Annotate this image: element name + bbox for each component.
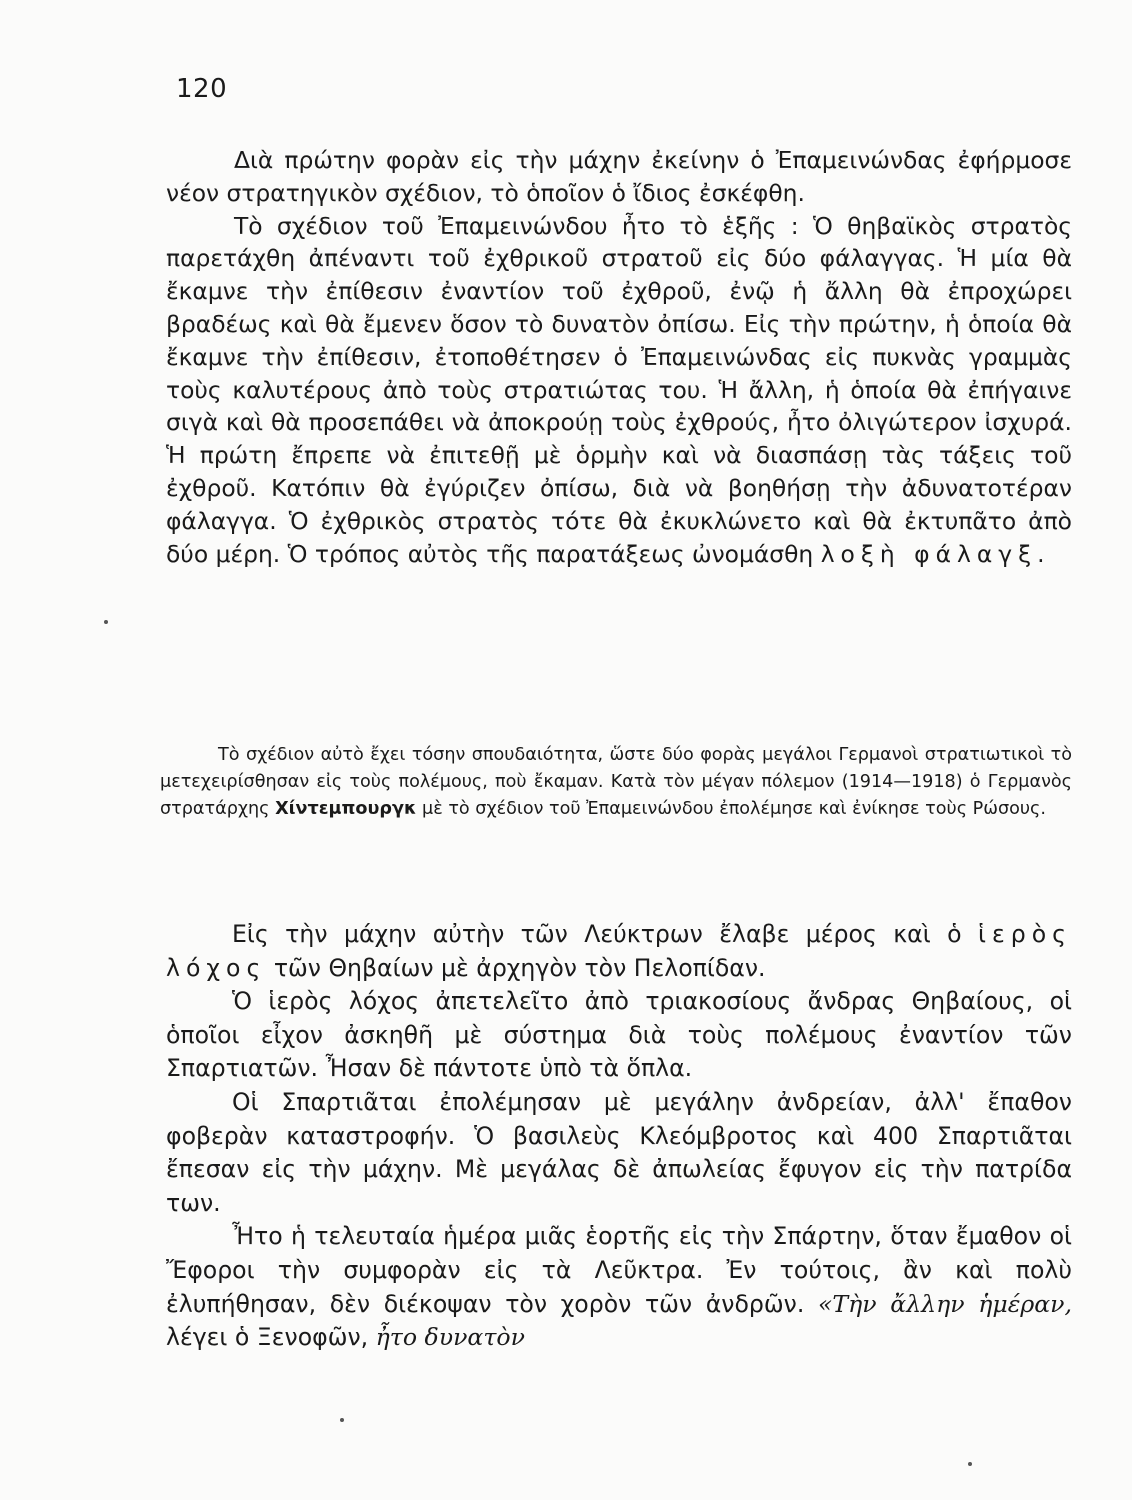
footnote-name-hindenburg: Χίντεμπουργκ — [275, 799, 417, 819]
paragraph-3-text-after: τῶν Θηβαίων μὲ ἀρχηγὸν τὸν Πελοπίδαν. — [273, 953, 766, 982]
paragraph-5: Οἱ Σπαρτιᾶται ἐπολέμησαν μὲ μεγάλην ἀνδρείαν, ἀλλ' ἔπαθον φοβερὰν καταστροφήν. Ὁ βασιλεὺς Κλεόμβροτος καὶ 400 Σπαρτιᾶται ἔπεσαν εἰς τὴν μάχην. Μὲ μεγάλας δὲ ἀπωλείας ἔφυγον εἰς τὴν πατρίδα των. — [166, 1087, 1072, 1217]
page-number: 120 — [176, 74, 228, 104]
scan-speck — [968, 1462, 972, 1466]
scan-speck — [104, 620, 108, 624]
quote-part-1: «Τὴν ἄλλην ἡμέραν, — [817, 1289, 1073, 1318]
footnote-text-after: μὲ τὸ σχέδιον τοῦ Ἐπαμεινώνδου ἐπολέμησε καὶ ἐνίκησε τοὺς Ρώσους. — [422, 799, 1046, 819]
main-text-section-1 — [166, 144, 1072, 570]
paragraph-6-mid: λέγει ὁ Ξενοφῶν, — [166, 1323, 369, 1352]
scan-speck — [340, 1418, 344, 1422]
paragraph-2-text: Τὸ σχέδιον τοῦ Ἐπαμεινώνδου ἦτο τὸ ἑξῆς : Ὁ θηβαϊκὸς στρατὸς παρετάχθη ἀπέναντι τοῦ ἐχθρικοῦ στρατοῦ εἰς δύο φάλαγγας. Ἡ μία θὰ ἔκαμνε τὴν ἐπίθεσιν ἐναντίον τοῦ ἐχθροῦ, ἐνῷ ἡ ἄλλη θὰ ἐπροχώρει βραδέως καὶ θὰ ἔμενεν ὅσον τὸ δυνατὸν ὀπίσω. Εἰς τὴν πρώτην, ἡ ὁποία θὰ ἔκαμνε τὴν ἐπίθεσιν, ἐτοποθέτησεν ὁ Ἐπαμεινώνδας εἰς πυκνὰς γραμμὰς τοὺς καλυτέρους ἀπὸ τοὺς στρατιώτας του. Ἡ ἄλλη, ἡ ὁποία θὰ ἐπήγαινε σιγὰ καὶ θὰ προσεπάθει νὰ ἀποκρούῃ τοὺς ἐχθρούς, ἦτο ὀλιγώτερον ἰσχυρά. Ἡ πρώτη ἔπρεπε νὰ ἐπιτεθῇ μὲ ὁρμὴν καὶ νὰ διασπάσῃ τὰς τάξεις τοῦ ἐχθροῦ. Κατόπιν θὰ ἐγύριζεν ὀπίσω, διὰ νὰ βοηθήσῃ τὴν ἀδυνατοτέραν φάλαγγα. Ὁ ἐχθρικὸς στρατὸς τότε θὰ ἐκυκλώνετο καὶ θὰ ἐκτυπᾶτο ἀπὸ δύο μέρη. Ὁ τρόπος αὐτὸς τῆς παρατάξεως ὠνομάσθη — [166, 211, 1072, 568]
footnote-text-before: Τὸ σχέδιον αὐτὸ ἔχει τόσην σπουδαιότητα, ὥστε δύο φορὰς μεγάλοι Γερμανοὶ στρατιωτικοὶ τὸ μετεχειρίσθησαν εἰς τοὺς πολέμους, ποὺ ἔκαμαν. Κατὰ τὸν μέγαν πόλεμον (1914—1918) ὁ Γερμανὸς στρατάρχης — [160, 745, 1072, 819]
quote-part-2: ἦτο δυνατὸν — [375, 1323, 525, 1352]
term-ieros-lochos: ἱερὸς λόχος — [166, 920, 1072, 982]
paragraph-3 — [166, 918, 1072, 985]
main-text-section-2 — [166, 918, 1072, 1355]
footnote-block — [160, 742, 1072, 823]
term-loxi-falagx: λοξὴ φάλαγξ. — [820, 539, 1051, 568]
paragraph-6-text: Ἦτο ἡ τελευταία ἡμέρα μιᾶς ἑορτῆς εἰς τὴν Σπάρτην, ὅταν ἔμαθον οἱ Ἔφοροι τὴν συμφορὰν εἰς τὰ Λεῦκτρα. Ἐν τούτοις, ἂν καὶ πολὺ ἐλυπήθησαν, δὲν διέκοψαν τὸν χορὸν τῶν ἀνδρῶν. — [166, 1222, 1072, 1318]
paragraph-2 — [166, 210, 1072, 571]
paragraph-4: Ὁ ἱερὸς λόχος ἀπετελεῖτο ἀπὸ τριακοσίους ἄνδρας Θηβαίους, οἱ ὁποῖοι εἶχον ἀσκηθῆ μὲ σύστημα διὰ τοὺς πολέμους ἐναντίον τῶν Σπαρτιατῶν. Ἦσαν δὲ πάντοτε ὑπὸ τὰ ὅπλα. — [166, 987, 1072, 1083]
footnote-paragraph — [160, 742, 1072, 823]
paragraph-1: Διὰ πρώτην φορὰν εἰς τὴν μάχην ἐκείνην ὁ Ἐπαμεινώνδας ἐφήρμοσε νέον στρατηγικὸν σχέδιον, τὸ ὁποῖον ὁ ἴδιος ἐσκέφθη. — [166, 146, 1072, 207]
paragraph-6 — [166, 1220, 1072, 1354]
paragraph-3-text-before: Εἰς τὴν μάχην αὐτὴν τῶν Λεύκτρων ἔλαβε μέρος καὶ ὁ — [232, 920, 962, 948]
